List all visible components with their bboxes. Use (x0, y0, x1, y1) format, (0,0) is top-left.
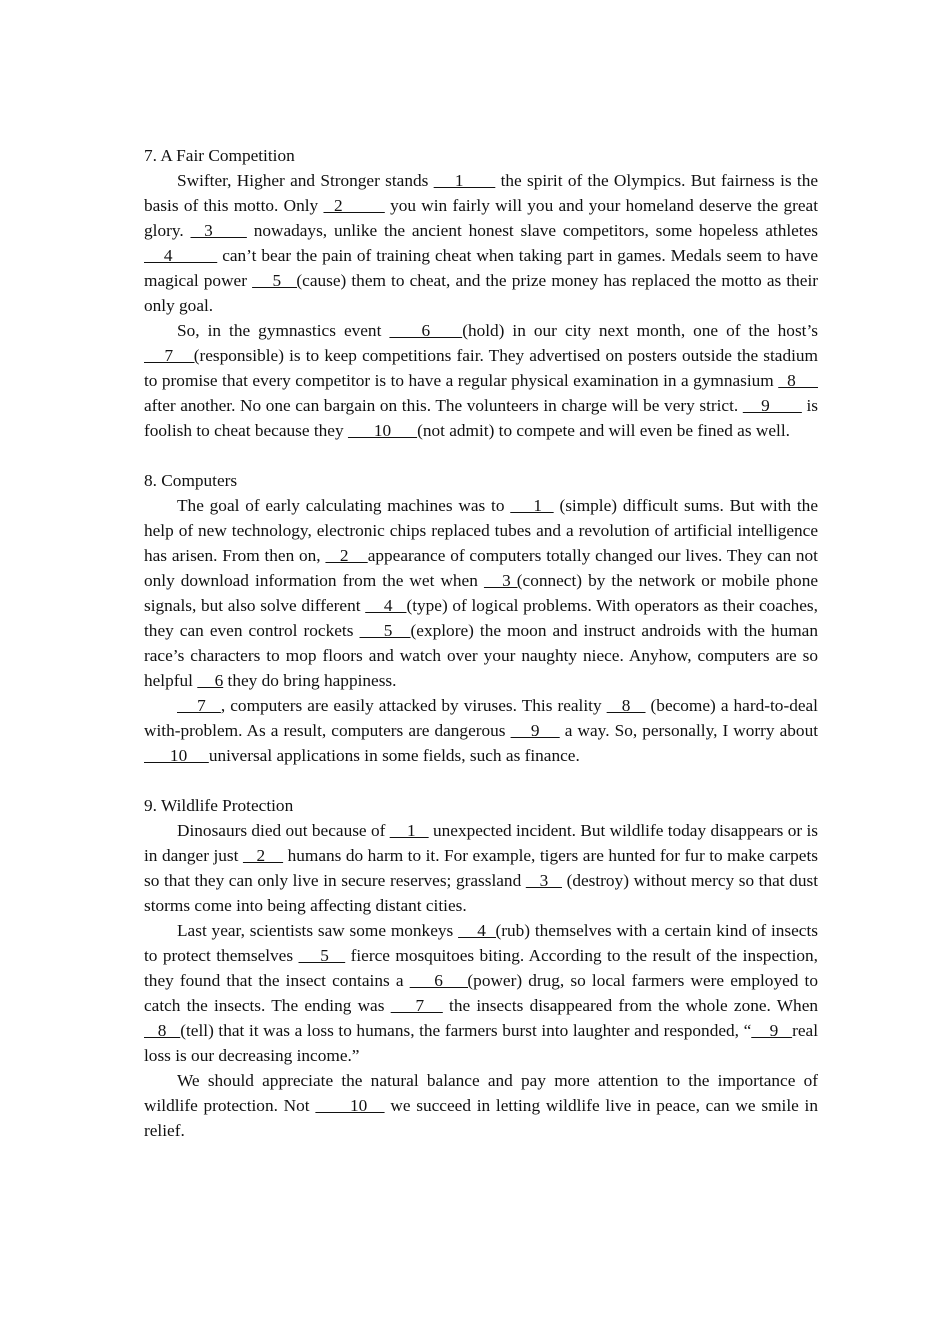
answer-blank: 3 (525, 871, 562, 890)
answer-blank: 1 (433, 171, 496, 190)
paragraph-text: (destroy) without mercy so that dust storms come into being affecting distant cities. (144, 871, 818, 915)
paragraph (144, 693, 818, 768)
paragraph (144, 1068, 818, 1143)
section-title: 7. A Fair Competition (144, 146, 295, 165)
paragraph-text: (simple) difficult sums. But with the help of new technology, electronic chips replaced tubes and a revolution of artificial intelligence has arisen. From then on, (144, 496, 818, 565)
paragraph-text: the spirit of the Olympics. But fairness is the basis of this motto. Only (144, 171, 819, 215)
paragraph-text: appearance of computers totally changed our lives. They can not only download information from the wet when (144, 546, 818, 590)
section-title: 8. Computers (144, 471, 238, 490)
paragraph-text: after another. No one can bargain on this. The volunteers in charge will be very strict. (144, 396, 743, 415)
answer-blank: 1 (389, 821, 429, 840)
answer-blank: 8 (778, 371, 818, 390)
answer-blank: 10 (315, 1096, 385, 1115)
answer-blank: 4 (365, 596, 407, 615)
paragraph-text: nowadays, unlike the ancient honest slave competitors, some hopeless athletes (246, 221, 818, 240)
answer-blank: 6 ( (409, 971, 474, 990)
paragraph-text: can’t bear the pain of training cheat when taking part in games. Medals seem to have magical power (144, 246, 818, 290)
paragraph (144, 493, 818, 693)
answer-blank: 5 ( (252, 271, 303, 290)
paragraph-text: fierce mosquitoes biting. According to the result of the inspection, they found that the insect contains a (144, 946, 818, 990)
paragraph-text: (hold) in our city next month, one of the host’s (462, 321, 818, 340)
section-computers (144, 468, 818, 768)
paragraph-text: The goal of early calculating machines was to (177, 496, 511, 515)
answer-blank: 8 (606, 696, 646, 715)
paragraph-text: (not admit) to compete and will even be fined as well. (417, 421, 790, 440)
paragraph (144, 318, 818, 443)
answer-blank: 7 (390, 996, 443, 1015)
section-wildlife-protection (144, 793, 818, 1143)
answer-blank: 5 (359, 621, 411, 640)
answer-blank: 9 (742, 396, 802, 415)
answer-blank: 3 (190, 221, 247, 240)
answer-blank: 4 (144, 246, 218, 265)
paragraph-text: cause) them to cheat, and the prize money has replaced the motto as their only goal. (144, 271, 818, 315)
paragraph-text: power) drug, so local farmers were employed to catch the insects. The ending was (144, 971, 818, 1015)
paragraph-text: (tell) that it was a loss to humans, the farmers burst into laughter and responded, “ (180, 1021, 752, 1040)
answer-blank: 4 ( (458, 921, 502, 940)
answer-blank: 2 (242, 846, 284, 865)
document-page (144, 143, 818, 1143)
paragraph (144, 818, 818, 918)
answer-blank: 3 ( (483, 571, 523, 590)
paragraph-text: Dinosaurs died out because of (177, 821, 390, 840)
section-fair-competition (144, 143, 818, 443)
paragraph-text: universal applications in some fields, such as finance. (208, 746, 580, 765)
paragraph-text: , computers are easily attacked by viruses. This reality (220, 696, 607, 715)
paragraph-text: connect) by the network or mobile phone signals, but also solve different (144, 571, 818, 615)
paragraph-text: We should appreciate the natural balance and pay more attention to the importance of wildlife protection. Not (144, 1071, 818, 1115)
paragraph-text: (become) a hard-to-deal with-problem. As a result, computers are dangerous (144, 696, 818, 740)
answer-blank: 5 (298, 946, 346, 965)
paragraph-text: (type) of logical problems. With operators as their coaches, they can even control rockets (144, 596, 818, 640)
answer-blank: 1 (510, 496, 554, 515)
paragraph-text: responsible) is to keep competitions fair. They advertised on posters outside the stadium to promise that every competitor is to have a regular physical examination in a gymnasium (144, 346, 818, 390)
answer-blank: 7 ( (144, 346, 200, 365)
paragraph (144, 918, 818, 1068)
answer-blank: 10 (144, 746, 209, 765)
paragraph-text: you win fairly will you and your homeland deserve the great glory. (144, 196, 819, 240)
paragraph (144, 168, 818, 318)
answer-blank: 6 (389, 321, 463, 340)
answer-blank: 9 (751, 1021, 793, 1040)
paragraph-text: we succeed in letting wildlife live in peace, can we smile in relief. (144, 1096, 819, 1140)
paragraph-text: they do bring happiness. (223, 671, 397, 690)
answer-blank: 2 (325, 546, 368, 565)
answer-blank: 6 (197, 671, 224, 690)
answer-blank: 9 (510, 721, 560, 740)
paragraph-text: a way. So, personally, I worry about (559, 721, 819, 740)
answer-blank: 10 (347, 421, 418, 440)
section-title: 9. Wildlife Protection (144, 796, 294, 815)
paragraph-text: So, in the gymnastics event (177, 321, 390, 340)
paragraph-text: is foolish to cheat because they (144, 396, 818, 440)
paragraph-text: real loss is our decreasing income.” (144, 1021, 819, 1065)
paragraph-text: (explore) the moon and instruct androids with the human race’s characters to mop floors and watch over your naughty niece. Anyhow, computers are so helpful (144, 621, 818, 690)
answer-blank: 2 (323, 196, 385, 215)
paragraph-text: the insects disappeared from the whole zone. When (442, 996, 819, 1015)
paragraph-text: Last year, scientists saw some monkeys (177, 921, 459, 940)
paragraph-text: unexpected incident. But wildlife today disappears or is in danger just (144, 821, 818, 865)
paragraph-text: humans do harm to it. For example, tigers are hunted for fur to make carpets so that they can only live in secure reserves; grassland (144, 846, 819, 890)
paragraph-text: rub) themselves with a certain kind of insects to protect themselves (144, 921, 819, 965)
answer-blank: 7 (177, 696, 221, 715)
answer-blank: 8 (144, 1021, 181, 1040)
paragraph-text: Swifter, Higher and Stronger stands (177, 171, 434, 190)
